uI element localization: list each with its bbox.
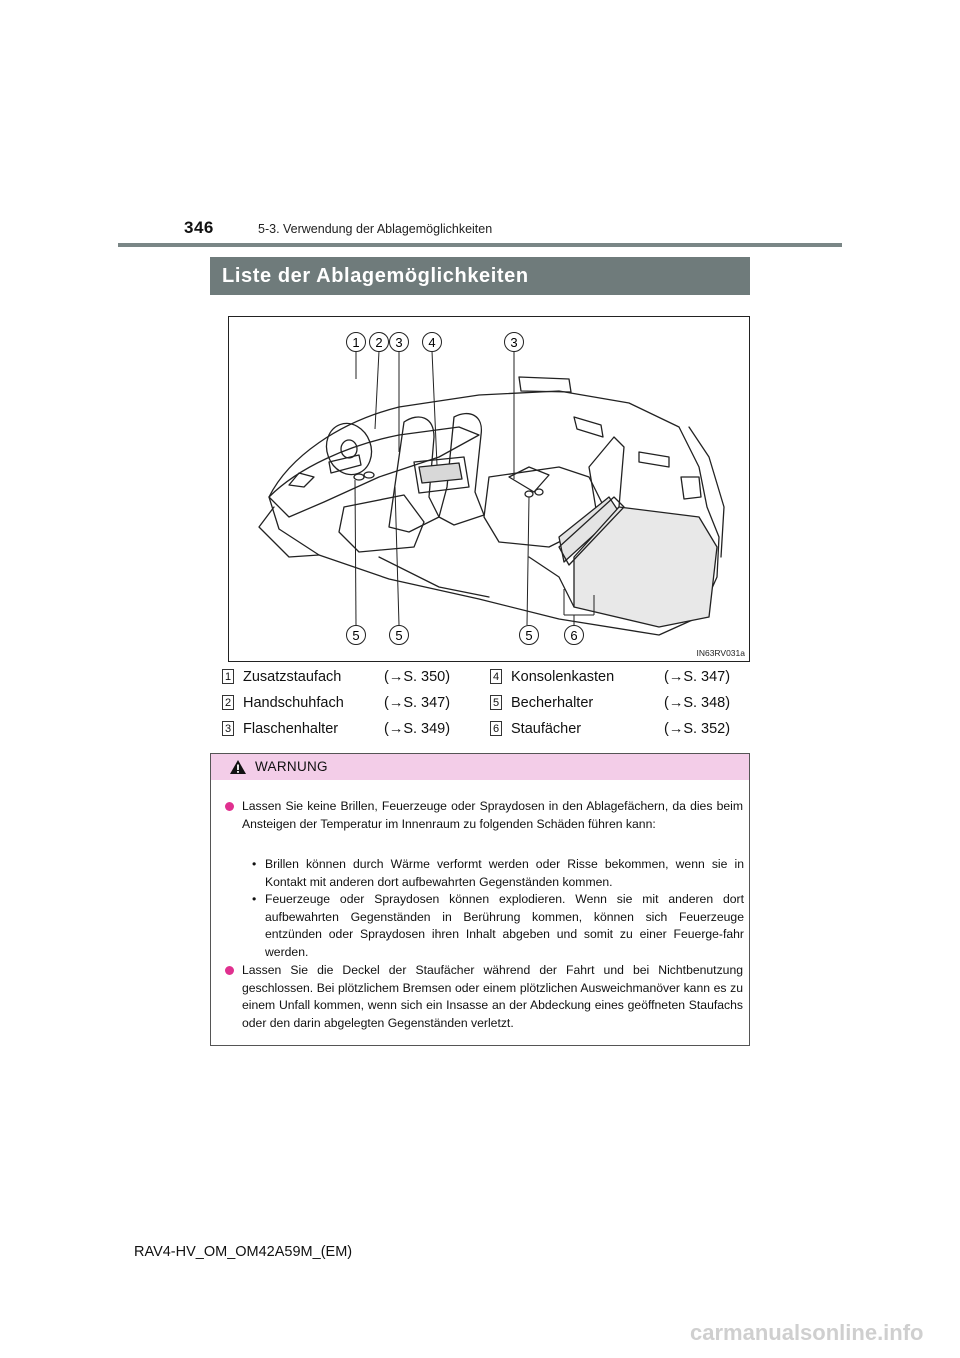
warning-header (211, 754, 749, 780)
page-reference-link[interactable]: (→S. 347) (664, 669, 731, 685)
legend-label: Becherhalter (511, 695, 594, 711)
callout-top-5 (505, 333, 524, 352)
legend-number: 5 (490, 695, 502, 710)
car-interior-drawing (229, 317, 749, 661)
warning-title: WARNUNG (255, 759, 328, 774)
page-reference-link[interactable]: (→S. 352) (664, 721, 731, 737)
bullet-dot-icon (225, 966, 234, 975)
warning-bullet-text: Lassen Sie keine Brillen, Feuerzeuge oder Spraydosen in den Ablagefächern, da dies beim Ansteigen der Temperatur im Innenraum zu folgenden Schäden führen kann: (242, 799, 743, 831)
page-number: 346 (184, 218, 214, 237)
legend-number: 1 (222, 669, 234, 684)
callout-top-3 (390, 333, 409, 352)
page-reference-link[interactable]: (→S. 348) (664, 695, 731, 711)
page-reference-link[interactable]: (→S. 347) (384, 695, 451, 711)
legend-label: Flaschenhalter (243, 721, 339, 737)
bottom-callouts (347, 626, 584, 645)
warning-bullet (225, 962, 743, 1032)
watermark: carmanualsonline.info (690, 1320, 924, 1345)
legend-number: 6 (490, 721, 502, 736)
section-reference: 5-3. Verwendung der Ablagemöglichkeiten (258, 222, 493, 236)
legend-label: Zusatzstaufach (243, 669, 342, 685)
page-reference-link[interactable]: (→S. 349) (384, 721, 451, 737)
legend-number: 2 (222, 695, 234, 710)
callout-top-2 (370, 333, 389, 352)
figure-code: IN63RV031a (696, 648, 745, 658)
warning-subitem-text: Feuerzeuge oder Spraydosen können explodieren. Wenn sie mit anderen dort aufbewahrten Gegenständen in Berührung kommen, können sich Feuerzeuge entzünden oder Spraydosen ihren Inhalt abgeben und somit zu einer Feuerge-fahr werden. (265, 892, 744, 959)
warning-triangle-icon (229, 759, 247, 775)
page-reference-link[interactable]: (→S. 350) (384, 669, 451, 685)
callout-top-1-number: 1 (352, 335, 360, 350)
legend-label: Staufächer (511, 721, 582, 737)
callout-bottom-3-number: 5 (525, 628, 533, 643)
callout-top-1 (347, 333, 366, 352)
warning-subitem (252, 856, 744, 891)
warning-subitem (252, 891, 744, 961)
callout-bottom-4 (565, 626, 584, 645)
callout-top-2-number: 2 (375, 335, 383, 350)
callout-bottom-3 (520, 626, 539, 645)
callout-top-5-number: 3 (510, 335, 518, 350)
page-title: Liste der Ablagemöglichkeiten (210, 257, 750, 295)
callout-top-4-number: 4 (428, 335, 436, 350)
legend-label: Handschuhfach (243, 695, 344, 711)
callout-top-4 (423, 333, 442, 352)
callout-bottom-1-number: 5 (352, 628, 360, 643)
interior-illustration (228, 316, 750, 662)
document-footer: RAV4-HV_OM_OM42A59M_(EM) (134, 1244, 353, 1260)
bullet-dot-icon (225, 802, 234, 811)
sub-bullet-mark: • (252, 857, 257, 871)
top-callouts (347, 333, 524, 352)
legend-label: Konsolenkasten (511, 669, 615, 685)
warning-subitem-text: Brillen können durch Wärme verformt werden oder Risse bekommen, wenn sie in Kontakt mit anderen dort aufbewahrten Gegenständen kommen. (265, 857, 744, 889)
legend-number: 3 (222, 721, 234, 736)
callout-bottom-1 (347, 626, 366, 645)
callout-bottom-4-number: 6 (570, 628, 578, 643)
legend-number: 4 (490, 669, 502, 684)
sub-bullet-mark: • (252, 892, 257, 906)
callout-top-3-number: 3 (395, 335, 403, 350)
header-divider (118, 243, 842, 247)
warning-bullet-text: Lassen Sie die Deckel der Staufächer während der Fahrt und bei Nichtbenutzung geschlossen. Bei plötzlichem Bremsen oder einem plötzlichen Ausweichmanöver kann es zu einem Unfall kommen, wenn sich ein Insasse an der Abdeckung eines geöffneten Staufachs oder den darin abgelegten Gegenständen verletzt. (242, 963, 743, 1030)
callout-bottom-2-number: 5 (395, 628, 403, 643)
warning-bullet (225, 798, 743, 833)
callout-bottom-2 (390, 626, 409, 645)
warning-box (210, 753, 750, 1046)
